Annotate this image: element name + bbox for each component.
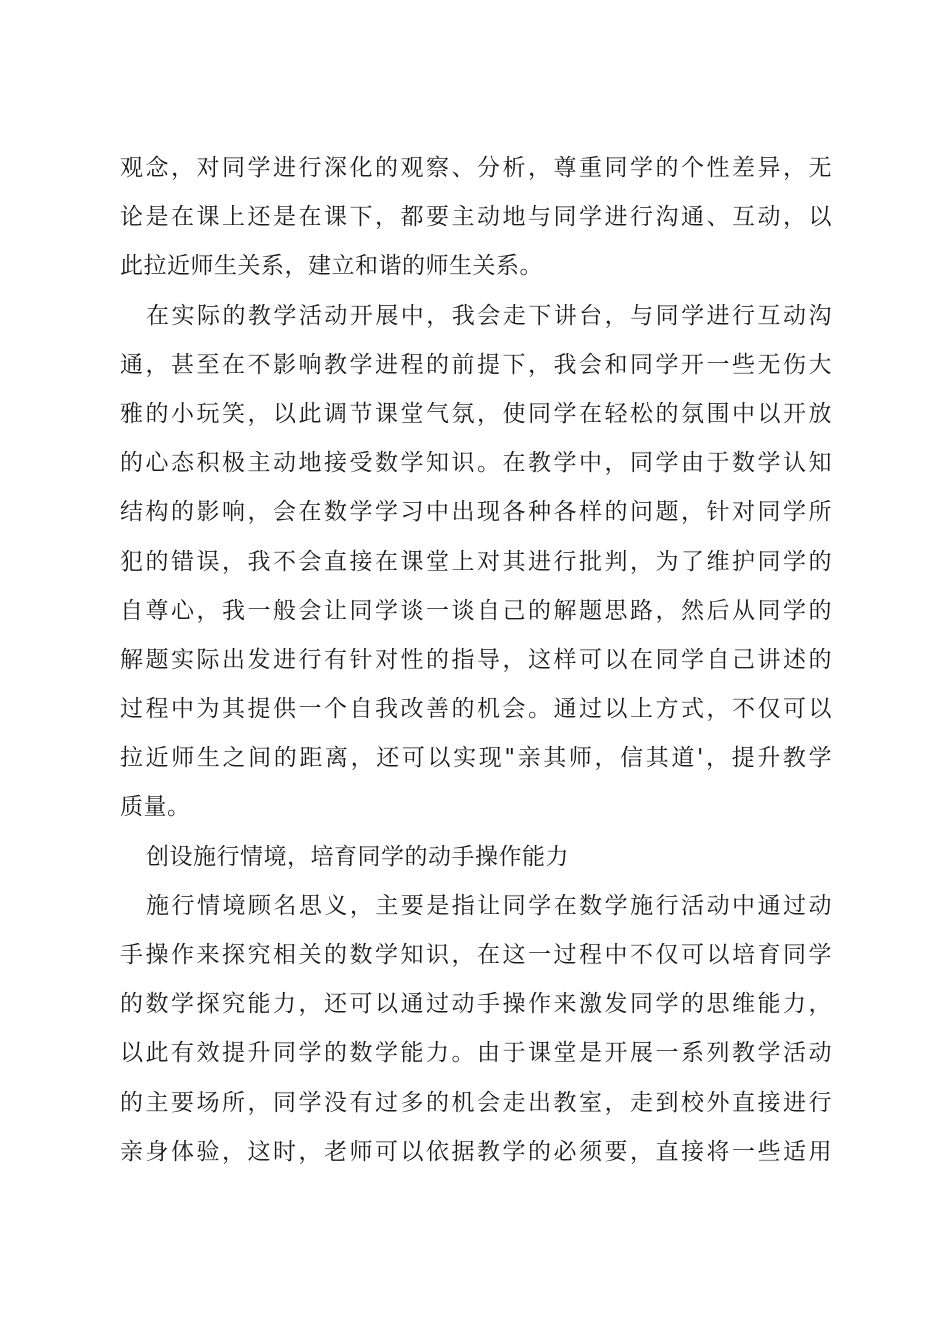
text-line: 的数学探究能力，还可以通过动手操作来激发同学的思维能力， — [120, 991, 832, 1018]
text-line: 手操作来探究相关的数学知识，在这一过程中不仅可以培育同学 — [120, 942, 832, 968]
text-line: 施行情境顾名思义，主要是指让同学在数学施行活动中通过动 — [146, 892, 832, 919]
text-line: 犯的错误，我不会直接在课堂上对其进行批判，为了维护同学的 — [120, 548, 832, 575]
text-line: 自尊心，我一般会让同学谈一谈自己的解题思路，然后从同学的 — [120, 597, 832, 624]
text-line: 的主要场所，同学没有过多的机会走出教室，走到校外直接进行 — [120, 1089, 832, 1116]
text-line: 拉近师生之间的距离，还可以实现"亲其师，信其道'，提升教学 — [120, 745, 832, 772]
text-line: 的心态积极主动地接受数学知识。在教学中，同学由于数学认知 — [120, 450, 832, 477]
text-line: 创设施行情境，培育同学的动手操作能力 — [146, 843, 569, 870]
text-line: 雅的小玩笑，以此调节课堂气氛，使同学在轻松的氛围中以开放 — [120, 400, 832, 427]
text-line: 亲身体验，这时，老师可以依据教学的必须要，直接将一些适用 — [120, 1138, 832, 1165]
text-line: 结构的影响，会在数学学习中出现各种各样的问题，针对同学所 — [120, 499, 832, 526]
text-line: 在实际的教学活动开展中，我会走下讲台，与同学进行互动沟 — [146, 302, 832, 329]
text-line: 过程中为其提供一个自我改善的机会。通过以上方式，不仅可以 — [120, 696, 832, 723]
text-line: 通，甚至在不影响教学进程的前提下，我会和同学开一些无伤大 — [120, 351, 832, 378]
text-line: 论是在课上还是在课下，都要主动地与同学进行沟通、互动，以 — [120, 204, 832, 231]
text-line: 解题实际出发进行有针对性的指导，这样可以在同学自己讲述的 — [120, 646, 832, 673]
body-text — [120, 144, 832, 1177]
text-line: 观念，对同学进行深化的观察、分析，尊重同学的个性差异，无 — [120, 155, 832, 181]
text-line: 质量。 — [120, 794, 191, 821]
text-line: 以此有效提升同学的数学能力。由于课堂是开展一系列教学活动 — [120, 1040, 832, 1067]
text-line: 此拉近师生关系，建立和谐的师生关系。 — [120, 253, 543, 280]
